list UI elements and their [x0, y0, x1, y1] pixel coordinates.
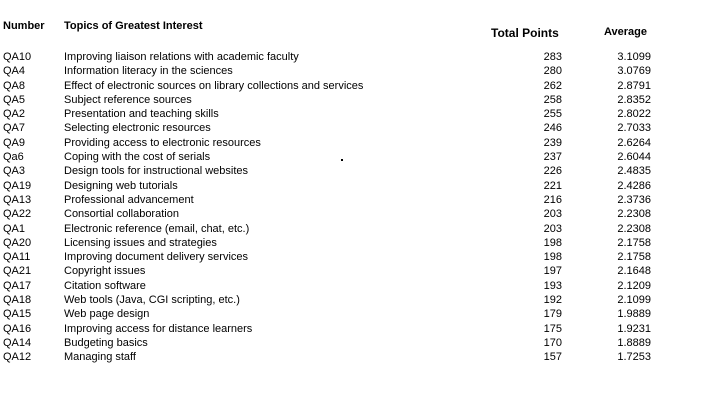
- table-row: [0, 64, 702, 78]
- row-number: QA10: [3, 51, 32, 63]
- row-average: 2.4835: [617, 165, 651, 178]
- table-row: [0, 236, 702, 250]
- row-total-points: 179: [543, 308, 562, 321]
- row-topic: Improving liaison relations with academic faculty: [64, 51, 299, 63]
- table-row: [0, 121, 702, 135]
- row-topic: Copyright issues: [64, 265, 146, 278]
- row-topic: Designing web tutorials: [64, 179, 178, 192]
- row-total-points: 237: [543, 151, 562, 164]
- row-total-points: 157: [543, 351, 562, 364]
- table-row: [0, 336, 702, 350]
- row-total-points: 239: [543, 136, 562, 149]
- row-number: QA17: [3, 279, 32, 292]
- row-topic: Subject reference sources: [64, 93, 192, 106]
- row-number: QA9: [3, 136, 26, 149]
- row-average: 2.8022: [617, 108, 651, 121]
- row-average: 3.1099: [617, 51, 651, 63]
- table-row: [0, 136, 702, 150]
- row-number: QA14: [3, 336, 32, 349]
- row-total-points: 192: [543, 294, 562, 307]
- table-row: [0, 207, 702, 221]
- row-average: 2.1758: [617, 251, 651, 264]
- row-topic: Improving access for distance learners: [64, 322, 253, 335]
- table-row: [0, 179, 702, 193]
- table-row: [0, 193, 702, 207]
- row-topic: Professional advancement: [64, 193, 194, 206]
- row-topic: Consortial collaboration: [64, 208, 179, 221]
- header-average: Average: [604, 26, 648, 38]
- row-total-points: 221: [543, 179, 562, 192]
- row-number: QA20: [3, 236, 32, 249]
- row-average: 2.2308: [617, 222, 651, 235]
- row-topic: Design tools for instructional websites: [64, 165, 249, 178]
- row-total-points: 197: [543, 265, 562, 278]
- row-number: QA16: [3, 322, 32, 335]
- row-topic: Information literacy in the sciences: [64, 65, 233, 78]
- row-topic: Web page design: [64, 308, 150, 321]
- row-total-points: 198: [543, 251, 562, 264]
- row-number: QA11: [3, 251, 31, 264]
- row-average: 2.1758: [617, 236, 651, 249]
- table-row: [0, 279, 702, 293]
- row-number: QA21: [3, 265, 32, 278]
- table-row: [0, 222, 702, 236]
- row-average: 2.8352: [617, 93, 651, 106]
- row-total-points: 258: [543, 93, 562, 106]
- row-average: 1.9889: [617, 308, 651, 321]
- row-number: QA4: [3, 65, 26, 78]
- row-number: QA7: [3, 122, 26, 135]
- row-topic: Improving document delivery services: [64, 251, 249, 264]
- table-row: [0, 293, 702, 307]
- table-row: [0, 107, 702, 121]
- stray-dot: [341, 159, 343, 161]
- table-row: [0, 307, 702, 321]
- row-total-points: 246: [543, 122, 562, 135]
- row-number: QA5: [3, 93, 26, 106]
- table-row: [0, 79, 702, 93]
- row-average: 2.1209: [617, 279, 651, 292]
- row-total-points: 216: [543, 193, 562, 206]
- row-number: QA22: [3, 208, 32, 221]
- row-average: 1.9231: [617, 322, 651, 335]
- row-number: QA18: [3, 294, 32, 307]
- row-average: 2.7033: [617, 122, 651, 135]
- row-average: 2.3736: [617, 193, 651, 206]
- table-row: [0, 93, 702, 107]
- row-number: QA2: [3, 108, 26, 121]
- row-number: Qa6: [3, 151, 24, 164]
- row-total-points: 193: [543, 279, 562, 292]
- table-row: [0, 264, 702, 278]
- row-number: QA15: [3, 308, 32, 321]
- row-topic: Providing access to electronic resources: [64, 136, 261, 149]
- row-average: 1.7253: [617, 351, 651, 364]
- row-total-points: 203: [543, 208, 562, 221]
- row-total-points: 283: [543, 51, 562, 63]
- row-topic: Budgeting basics: [64, 336, 148, 349]
- row-average: 2.8791: [617, 79, 651, 92]
- row-total-points: 255: [543, 108, 562, 121]
- header-total-points: Total Points: [491, 26, 559, 40]
- table-row: [0, 322, 702, 336]
- row-average: 2.1099: [617, 294, 651, 307]
- row-number: QA12: [3, 351, 32, 364]
- row-average: 2.6264: [617, 136, 651, 149]
- topics-table: [0, 50, 702, 365]
- row-total-points: 170: [543, 336, 562, 349]
- row-total-points: 280: [543, 65, 562, 78]
- row-topic: Managing staff: [64, 351, 136, 364]
- header-number: Number: [3, 20, 45, 32]
- row-total-points: 198: [543, 236, 562, 249]
- row-topic: Web tools (Java, CGI scripting, etc.): [64, 294, 240, 307]
- row-topic: Citation software: [64, 279, 146, 292]
- row-topic: Electronic reference (email, chat, etc.): [64, 222, 250, 235]
- row-topic: Coping with the cost of serials: [64, 151, 211, 164]
- row-number: QA3: [3, 165, 26, 178]
- row-number: QA8: [3, 79, 26, 92]
- table-row: [0, 150, 702, 164]
- row-total-points: 226: [543, 165, 562, 178]
- row-topic: Effect of electronic sources on library collections and services: [64, 79, 364, 92]
- row-average: 1.8889: [617, 336, 651, 349]
- row-topic: Presentation and teaching skills: [64, 108, 219, 121]
- row-total-points: 203: [543, 222, 562, 235]
- row-topic: Licensing issues and strategies: [64, 236, 217, 249]
- table-row: [0, 164, 702, 178]
- table-row: [0, 50, 702, 64]
- row-average: 3.0769: [617, 65, 651, 78]
- row-number: QA1: [3, 222, 26, 235]
- table-row: [0, 250, 702, 264]
- row-total-points: 175: [543, 322, 562, 335]
- row-topic: Selecting electronic resources: [64, 122, 211, 135]
- row-number: QA19: [3, 179, 32, 192]
- row-total-points: 262: [543, 79, 562, 92]
- row-average: 2.1648: [617, 265, 651, 278]
- header-topics: Topics of Greatest Interest: [64, 20, 203, 32]
- row-average: 2.2308: [617, 208, 651, 221]
- row-average: 2.6044: [617, 151, 651, 164]
- table-row: [0, 350, 702, 364]
- row-average: 2.4286: [617, 179, 651, 192]
- row-number: QA13: [3, 193, 32, 206]
